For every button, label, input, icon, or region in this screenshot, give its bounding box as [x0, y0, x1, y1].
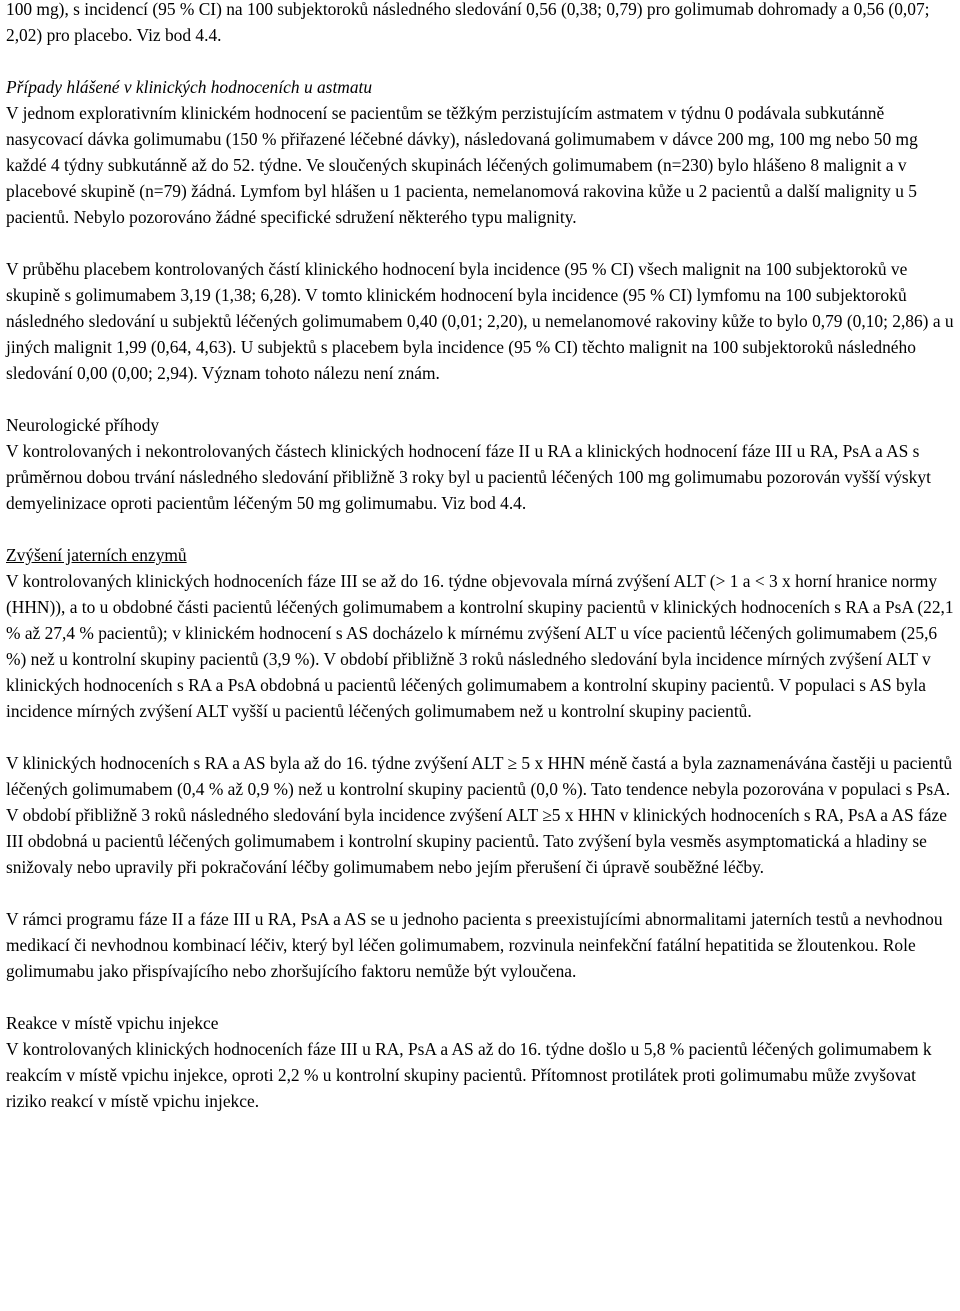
section-heading-asthma: Případy hlášené v klinických hodnoceních u astmatu — [6, 77, 373, 97]
section-heading-injection-site: Reakce v místě vpichu injekce — [6, 1013, 219, 1033]
paragraph-text: V klinických hodnoceních s RA a AS byla až do 16. týdne zvýšení ALT ≥ 5 x HHN méně častá a byla zaznamenávána častěji u pacientů léčených golimumabem (0,4 % až 0,9 %) než u kontrolní skupiny pacientů (0,0 %). Tato tendence nebyla pozorována v populaci s PsA. V období přibližně 3 roků následného sledování byla incidence zvýšení ALT ≥5 x HHN v klinických hodnoceních s RA, PsA a AS fáze III obdobná u pacientů léčených golimumabem i kontrolní skupiny pacientů. Tato zvýšení byla vesměs asymptomatická a hladiny se snižovaly nebo upravily při pokračování léčby golimumabem nebo jejím přerušení či úpravě souběžné léčby. — [6, 753, 953, 877]
paragraph-text: V kontrolovaných klinických hodnoceních fáze III se až do 16. týdne objevovala mírná zvýšení ALT (> 1 a < 3 x horní hranice normy (HHN)), a to u obdobné části pacientů léčených golimumabem a kontrolní skupiny pacientů v klinických hodnoceních s RA a PsA (22,1 % až 27,4 % pacientů); v klinickém hodnocení s AS docházelo k mírnému zvýšení ALT u více pacientů léčených golimumabem (25,6 %) než u kontrolní skupiny pacientů (3,9 %). V období přibližně 3 roků následného sledování byla incidence mírných zvýšení ALT v klinických hodnoceních s RA a PsA obdobná u pacientů léčených golimumabem a kontrolní skupiny pacientů. V populaci s AS byla incidence mírných zvýšení ALT vyšší u pacientů léčených golimumabem než u kontrolní skupiny pacientů. — [6, 571, 954, 721]
paragraph-text: V kontrolovaných klinických hodnoceních fáze III u RA, PsA a AS až do 16. týdne došlo u 5,8 % pacientů léčených golimumabem k reakcím v místě vpichu injekce, oproti 2,2 % u kontrolní skupiny pacientů. Přítomnost protilátek proti golimumabu může zvyšovat riziko reakcí v místě vpichu injekce. — [6, 1039, 932, 1111]
liver-enzymes-section — [6, 542, 958, 724]
paragraph-text: V jednom explorativním klinickém hodnocení se pacientům se těžkým perzistujícím astmatem v týdnu 0 podávala subkutánně nasycovací dávka golimumabu (150 % přiřazené léčebné dávky), následovaná golimumabem v dávce 200 mg, 100 mg nebo 50 mg každé 4 týdny subkutánně až do 52. týdne. Ve sloučených skupinách léčených golimumabem (n=230) bylo hlášeno 8 malignit a v placebové skupině (n=79) žádná. Lymfom byl hlášen u 1 pacienta, nemelanomová rakovina kůže u 2 pacientů a další malignity u 5 pacientů. Nebylo pozorováno žádné specifické sdružení některého typu malignity. — [6, 103, 918, 227]
paragraph-text: V rámci programu fáze II a fáze III u RA, PsA a AS se u jednoho pacienta s preexistujícími abnormalitami jaterních testů a nevhodnou medikací či nevhodnou kombinací léčiv, který byl léčen golimumabem, rozvinula neinfekční fatální hepatitida se žloutenkou. Role golimumabu jako přispívajícího nebo zhoršujícího faktoru nemůže být vyloučena. — [6, 909, 943, 981]
paragraph-text: 100 mg), s incidencí (95 % CI) na 100 subjektoroků následného sledování 0,56 (0,38; 0,79) pro golimumab dohromady a 0,56 (0,07; 2,02) pro placebo. Viz bod 4.4. — [6, 0, 930, 45]
malignancy-incidence-paragraph — [6, 0, 958, 48]
section-heading-neurological: Neurologické příhody — [6, 415, 160, 435]
asthma-section — [6, 74, 958, 230]
hepatitis-case-paragraph — [6, 906, 958, 984]
document-page — [6, 0, 958, 1140]
section-heading-liver-enzymes: Zvýšení jaterních enzymů — [6, 545, 187, 565]
alt-elevation-paragraph — [6, 750, 958, 880]
neurological-events-section — [6, 412, 958, 516]
paragraph-text: V kontrolovaných i nekontrolovaných částech klinických hodnocení fáze II u RA a klinických hodnocení fáze III u RA, PsA a AS s průměrnou dobou trvání následného sledování přibližně 3 roky byl u pacientů léčených 100 mg golimumabu pozorován vyšší výskyt demyelinizace oproti pacientům léčeným 50 mg golimumabu. Viz bod 4.4. — [6, 441, 931, 513]
placebo-controlled-paragraph — [6, 256, 958, 386]
paragraph-text: V průběhu placebem kontrolovaných částí klinického hodnocení byla incidence (95 % CI) všech malignit na 100 subjektoroků ve skupině s golimumabem 3,19 (1,38; 6,28). V tomto klinickém hodnocení byla incidence (95 % CI) lymfomu na 100 subjektoroků následného sledování u subjektů léčených golimumabem 0,40 (0,01; 2,20), u nemelanomové rakoviny kůže to bylo 0,79 (0,10; 2,86) a u jiných malignit 1,99 (0,64, 4,63). U subjektů s placebem byla incidence (95 % CI) těchto malignit na 100 subjektoroků následného sledování 0,00 (0,00; 2,94). Význam tohoto nálezu není znám. — [6, 259, 954, 383]
injection-site-section — [6, 1010, 958, 1114]
